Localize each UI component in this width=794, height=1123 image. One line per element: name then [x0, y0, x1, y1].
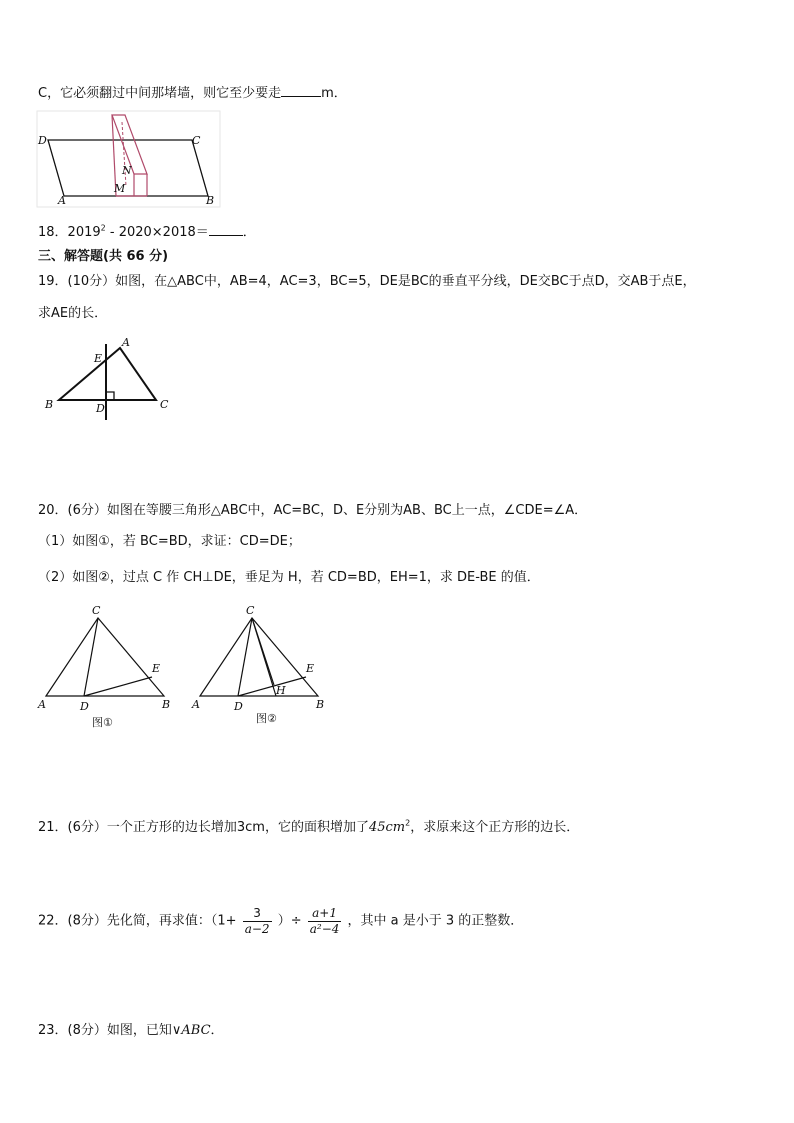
figure-20-2 — [190, 600, 336, 732]
q21-before: 21．(6分）一个正方形的边长增加3cm，它的面积增加了 — [38, 820, 369, 835]
label-A: A — [192, 698, 200, 711]
segment-de-1 — [84, 677, 152, 696]
label-H: H — [276, 684, 286, 697]
label-A: A — [122, 336, 130, 349]
fraction-2-den: a²−4 — [309, 922, 340, 936]
q23-triangle: ∨ABC — [171, 1023, 211, 1038]
label-B: B — [316, 698, 325, 711]
label-B: B — [162, 698, 171, 711]
fraction-1-den: a−2 — [244, 922, 270, 936]
figure-20-1 — [36, 600, 182, 732]
q23-line — [38, 1019, 224, 1038]
fraction-2-num: a+1 — [308, 906, 342, 922]
label-C: C — [192, 134, 201, 147]
segment-c-inner-2 — [252, 618, 276, 696]
fraction-1 — [243, 906, 272, 937]
section-3-title: 三、解答题(共 66 分) — [38, 249, 169, 264]
label-D: D — [234, 700, 243, 713]
caption-fig1: 图① — [92, 716, 113, 729]
fraction-2 — [308, 906, 342, 937]
q17-line — [38, 82, 347, 101]
label-B: B — [206, 194, 215, 207]
q23-end: ． — [210, 1023, 224, 1038]
q21-exp: 2 — [405, 818, 411, 828]
q17-blank — [281, 95, 321, 97]
q18-num: 18． — [38, 225, 68, 240]
caption-fig2: 图② — [256, 712, 277, 725]
label-E: E — [94, 352, 103, 365]
label-A: A — [58, 194, 66, 207]
q19-line1: 19．(10分）如图，在△ABC中，AB=4，AC=3，BC=5，DE是BC的垂直平分线，DE交BC于点D，交AB于点E， — [38, 274, 696, 289]
label-N: N — [122, 164, 132, 177]
q23-text: 23．(8分）如图，已知 — [38, 1023, 172, 1038]
figure-19 — [40, 334, 175, 424]
label-D: D — [96, 402, 105, 415]
q22-line — [38, 906, 523, 937]
label-D: D — [80, 700, 89, 713]
q22-before: 22．(8分）先化简，再求值：（1+ — [38, 913, 237, 929]
label-E: E — [152, 662, 161, 675]
q18-blank — [209, 234, 243, 236]
right-angle-mark — [106, 392, 114, 400]
q22-mid: ）÷ — [277, 913, 302, 929]
segment-cd-2 — [238, 618, 252, 696]
label-C: C — [246, 604, 255, 617]
q18-rest: - 2020×2018＝ — [105, 225, 209, 240]
q22-after: ，其中 a 是小于 3 的正整数． — [347, 913, 524, 929]
q17-text: C，它必须翻过中间那堵墙，则它至少要走 — [38, 86, 282, 101]
q18-exp: 2 — [100, 223, 106, 233]
segment-cd-1 — [84, 618, 98, 696]
q18-end: ． — [242, 225, 256, 240]
label-A: A — [38, 698, 46, 711]
triangle-abc-1 — [46, 618, 164, 696]
q21-after: ，求原来这个正方形的边长． — [410, 820, 580, 835]
label-B: B — [45, 398, 54, 411]
label-C: C — [92, 604, 101, 617]
q21-line — [38, 816, 579, 835]
q19-line2: 求AE的长． — [38, 306, 108, 321]
q20-sub2: （2）如图②，过点 C 作 CH⊥DE，垂足为 H，若 CD=BD，EH=1，求 DE-BE 的值． — [38, 570, 540, 585]
label-E: E — [306, 662, 315, 675]
q17-unit: m． — [321, 86, 347, 101]
q18-line — [38, 221, 256, 240]
label-C: C — [160, 398, 169, 411]
label-D: D — [38, 134, 47, 147]
fraction-1-num: 3 — [243, 906, 272, 922]
q18-base: 2019 — [67, 225, 101, 240]
figure-17 — [36, 110, 221, 208]
q21-area: 45cm — [368, 820, 406, 835]
triangle-abc-2 — [200, 618, 318, 696]
q20-sub1: （1）如图①，若 BC=BD，求证：CD=DE； — [38, 534, 301, 549]
q20-line1: 20．(6分）如图在等腰三角形△ABC中，AC=BC，D、E分别为AB、BC上一点，∠CDE=∠A． — [38, 503, 588, 518]
label-M: M — [114, 182, 126, 195]
